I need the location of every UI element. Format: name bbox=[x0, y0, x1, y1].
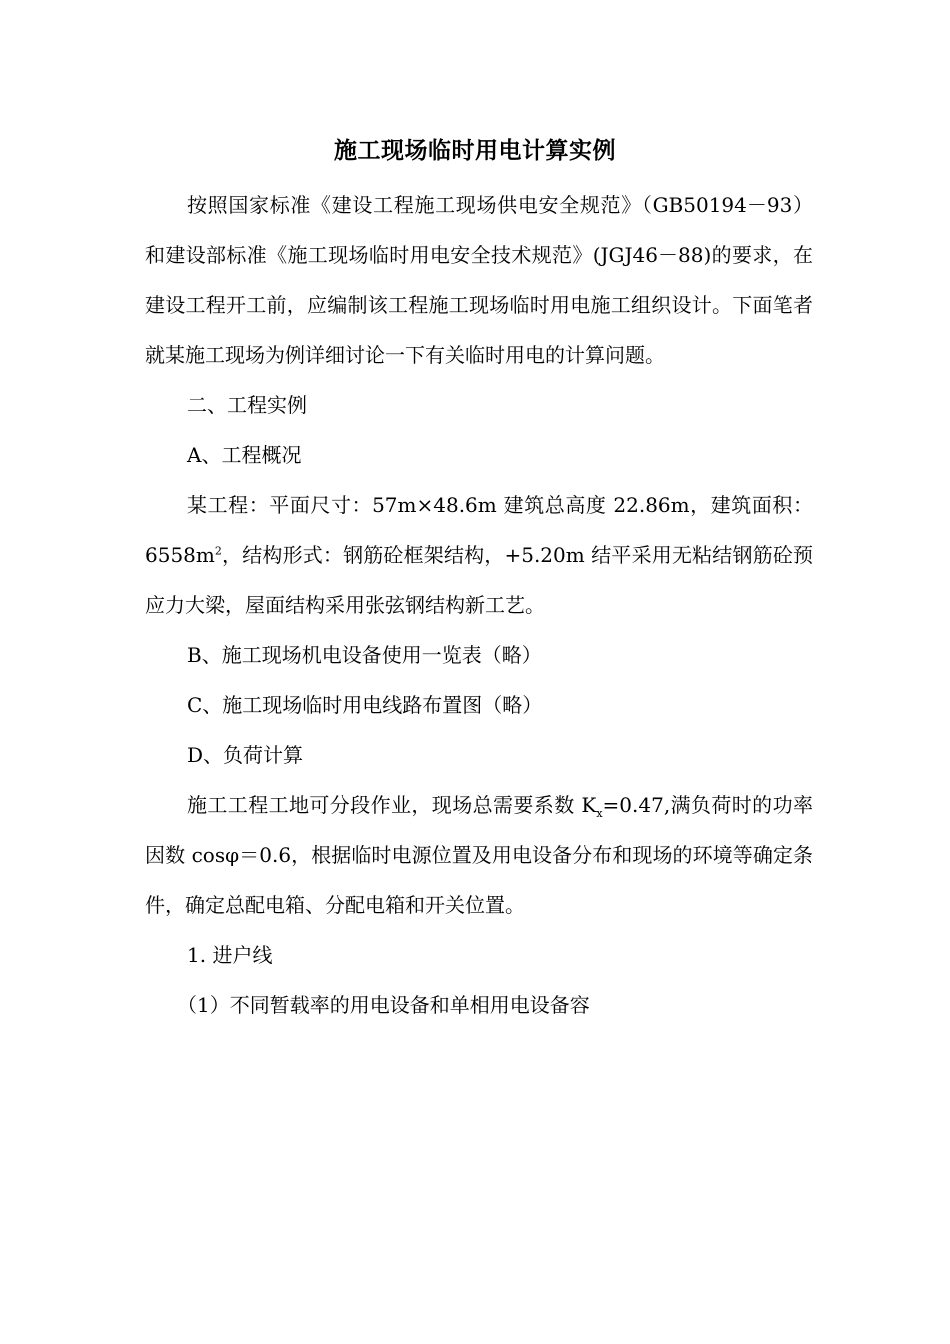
document-title: 施工现场临时用电计算实例 bbox=[334, 137, 616, 164]
section-heading-wiring-layout: C、施工现场临时用电线路布置图（略） bbox=[187, 693, 543, 717]
section-heading-project-overview: A、工程概况 bbox=[187, 443, 302, 467]
overview-text-part-1: 某工程：平面尺寸：57m×48.6m 建筑总高度 22.86m，建筑面积：6558m bbox=[145, 493, 813, 567]
load-text-part-1: 施工工程工地可分段作业，现场总需要系数 K bbox=[187, 793, 597, 817]
demand-factor-subscript: x bbox=[596, 807, 603, 820]
item-equipment-capacity: （1）不同暂载率的用电设备和单相用电设备容 bbox=[177, 993, 590, 1017]
load-description-paragraph bbox=[145, 780, 813, 930]
section-heading-equipment-list: B、施工现场机电设备使用一览表（略） bbox=[187, 643, 542, 667]
project-overview-paragraph bbox=[145, 480, 813, 630]
document-body bbox=[145, 180, 813, 1030]
load-text-part-2: =0.47,满负荷时的功率因数 cosφ＝0.6，根据临时电源位置及用电设备分布和现场的环境等确定条件，确定总配电箱、分配电箱和开关位置。 bbox=[145, 793, 813, 917]
area-unit-superscript: 2 bbox=[214, 544, 222, 558]
item-service-entrance: 1. 进户线 bbox=[187, 943, 273, 967]
section-heading-engineering-example: 二、工程实例 bbox=[187, 393, 307, 417]
overview-text-part-2: ，结构形式：钢筋砼框架结构，+5.20m 结平采用无粘结钢筋砼预应力大梁，屋面结构采用张弦钢结构新工艺。 bbox=[145, 543, 813, 617]
intro-paragraph: 按照国家标准《建设工程施工现场供电安全规范》（GB50194－93）和建设部标准《施工现场临时用电安全技术规范》(JGJ46－88)的要求，在建设工程开工前，应编制该工程施工现场临时用电施工组织设计。下面笔者就某施工现场为例详细讨论一下有关临时用电的计算问题。 bbox=[145, 193, 813, 367]
section-heading-load-calculation: D、负荷计算 bbox=[187, 743, 304, 767]
